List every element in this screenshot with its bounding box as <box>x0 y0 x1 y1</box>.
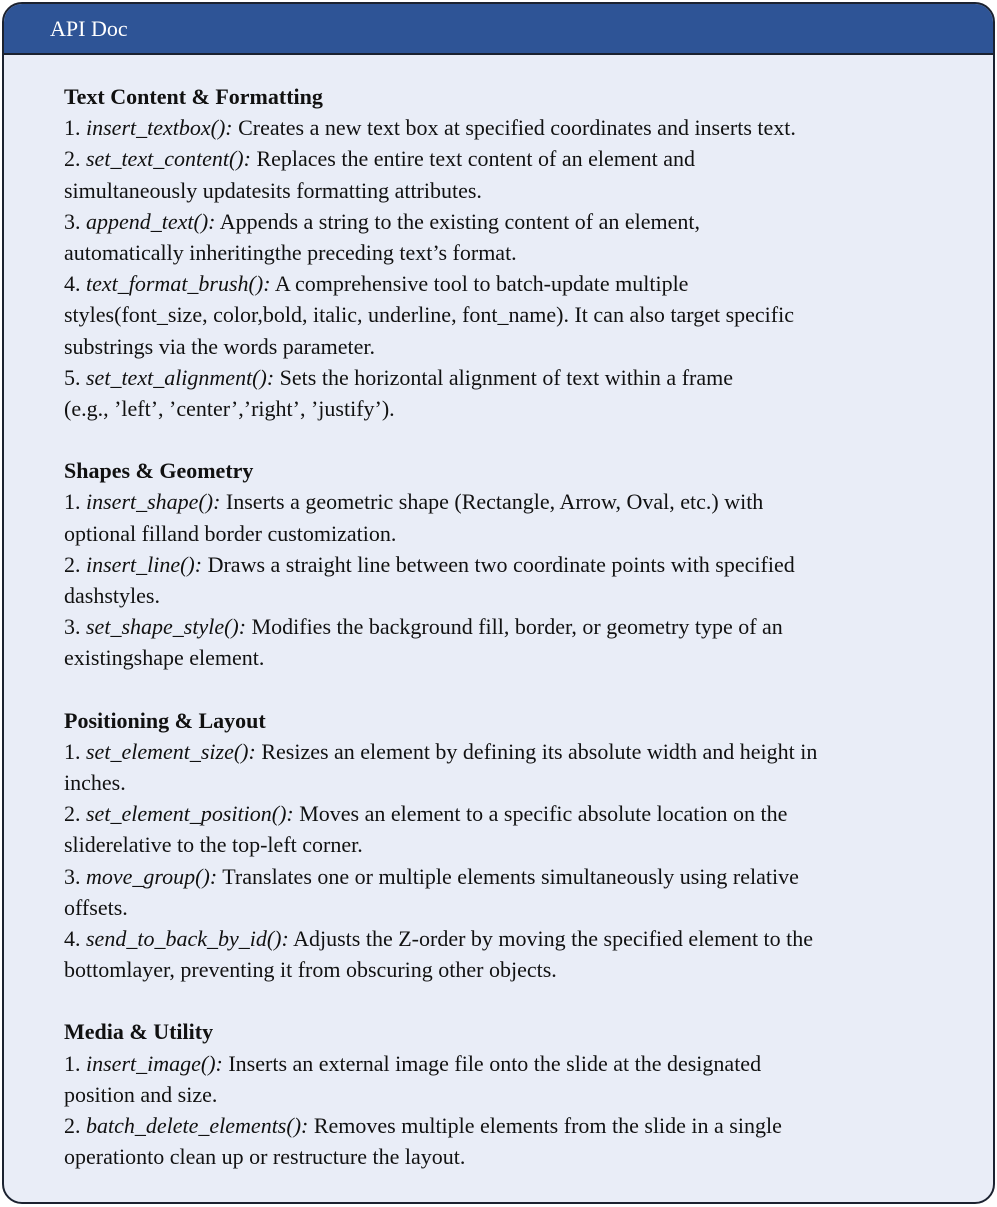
api-doc-panel <box>2 2 995 1204</box>
function-name: insert_shape(): <box>86 489 221 515</box>
entry-description-line: bottomlayer, preventing it from obscuring other objects. <box>64 957 557 983</box>
entry-description: Inserts a geometric shape (Rectangle, Arrow, Oval, etc.) with <box>225 489 764 515</box>
function-name: text_format_brush(): <box>86 271 271 297</box>
entry-description: Resizes an element by defining its absolute width and height in <box>261 738 818 764</box>
entry-number: 1. <box>64 489 81 515</box>
function-name: append_text(): <box>86 208 216 234</box>
entry-description: Sets the horizontal alignment of text within a frame <box>279 364 733 390</box>
function-name: send_to_back_by_id(): <box>86 926 289 952</box>
doc-section <box>64 81 993 424</box>
doc-section <box>64 1016 993 1172</box>
entry-number: 2. <box>64 801 81 827</box>
function-name: batch_delete_elements(): <box>86 1113 309 1139</box>
entry-description-line: optional filland border customization. <box>64 520 397 546</box>
section-title: Positioning & Layout <box>64 707 266 733</box>
api-entry <box>64 1048 993 1110</box>
entry-number: 2. <box>64 551 81 577</box>
api-entry <box>64 861 993 923</box>
entry-number: 4. <box>64 926 81 952</box>
function-name: set_element_size(): <box>86 738 256 764</box>
api-entry <box>64 798 993 860</box>
api-entry <box>64 611 993 673</box>
panel-header <box>4 4 993 55</box>
entry-description-line: substrings via the words parameter. <box>64 333 375 359</box>
api-entry <box>64 112 993 143</box>
function-name: set_text_content(): <box>86 146 251 172</box>
entry-number: 4. <box>64 271 81 297</box>
entry-description-line: sliderelative to the top-left corner. <box>64 832 363 858</box>
api-entry <box>64 549 993 611</box>
function-name: set_shape_style(): <box>86 614 247 640</box>
entry-description: Replaces the entire text content of an element and <box>256 146 696 172</box>
entry-description: A comprehensive tool to batch-update multiple <box>274 271 689 297</box>
entry-number: 1. <box>64 738 81 764</box>
entry-description-line: inches. <box>64 770 126 796</box>
entry-description: Modifies the background fill, border, or geometry type of an <box>251 614 783 640</box>
entry-number: 3. <box>64 614 81 640</box>
function-name: set_text_alignment(): <box>86 364 275 390</box>
entry-description-line: operationto clean up or restructure the layout. <box>64 1144 466 1170</box>
api-entry <box>64 268 993 362</box>
entry-number: 5. <box>64 364 81 390</box>
function-name: insert_textbox(): <box>86 115 233 141</box>
api-entry <box>64 206 993 268</box>
api-entry <box>64 143 993 205</box>
entry-description: Inserts an external image file onto the slide at the designated <box>228 1050 762 1076</box>
entry-description-line: offsets. <box>64 894 128 920</box>
entry-number: 3. <box>64 208 81 234</box>
api-entry <box>64 923 993 985</box>
panel-title: API Doc <box>50 15 128 41</box>
doc-section <box>64 705 993 986</box>
entry-description: Appends a string to the existing content of an element, <box>219 208 701 234</box>
entry-description-line: (e.g., ’left’, ’center’,’right’, ’justify’). <box>64 396 395 422</box>
doc-section <box>64 455 993 673</box>
entry-number: 2. <box>64 1113 81 1139</box>
section-title: Shapes & Geometry <box>64 458 254 484</box>
section-title: Text Content & Formatting <box>64 84 323 109</box>
entry-description: Adjusts the Z-order by moving the specified element to the <box>293 926 814 952</box>
api-entry <box>64 486 993 548</box>
doc-content <box>4 55 993 1173</box>
function-name: set_element_position(): <box>86 801 294 827</box>
entry-description-line: styles(font_size, color,bold, italic, underline, font_name). It can also target specific <box>64 302 794 328</box>
entry-number: 1. <box>64 115 81 141</box>
api-entry <box>64 362 993 424</box>
entry-description: Creates a new text box at specified coordinates and inserts text. <box>238 115 796 141</box>
api-entry <box>64 736 993 798</box>
entry-description: Draws a straight line between two coordinate points with specified <box>207 551 795 577</box>
entry-number: 1. <box>64 1050 81 1076</box>
entry-number: 2. <box>64 146 81 172</box>
entry-description-line: simultaneously updatesits formatting attributes. <box>64 177 482 203</box>
entry-number: 3. <box>64 863 81 889</box>
entry-description-line: automatically inheritingthe preceding text’s format. <box>64 240 517 266</box>
api-entry <box>64 1110 993 1172</box>
entry-description-line: position and size. <box>64 1081 218 1107</box>
entry-description: Translates one or multiple elements simultaneously using relative <box>222 863 799 889</box>
section-title: Media & Utility <box>64 1019 214 1045</box>
entry-description-line: dashstyles. <box>64 583 160 609</box>
entry-description: Moves an element to a specific absolute location on the <box>299 801 788 827</box>
function-name: move_group(): <box>86 863 218 889</box>
entry-description-line: existingshape element. <box>64 645 265 671</box>
entry-description: Removes multiple elements from the slide in a single <box>313 1113 782 1139</box>
function-name: insert_image(): <box>86 1050 223 1076</box>
function-name: insert_line(): <box>86 551 203 577</box>
